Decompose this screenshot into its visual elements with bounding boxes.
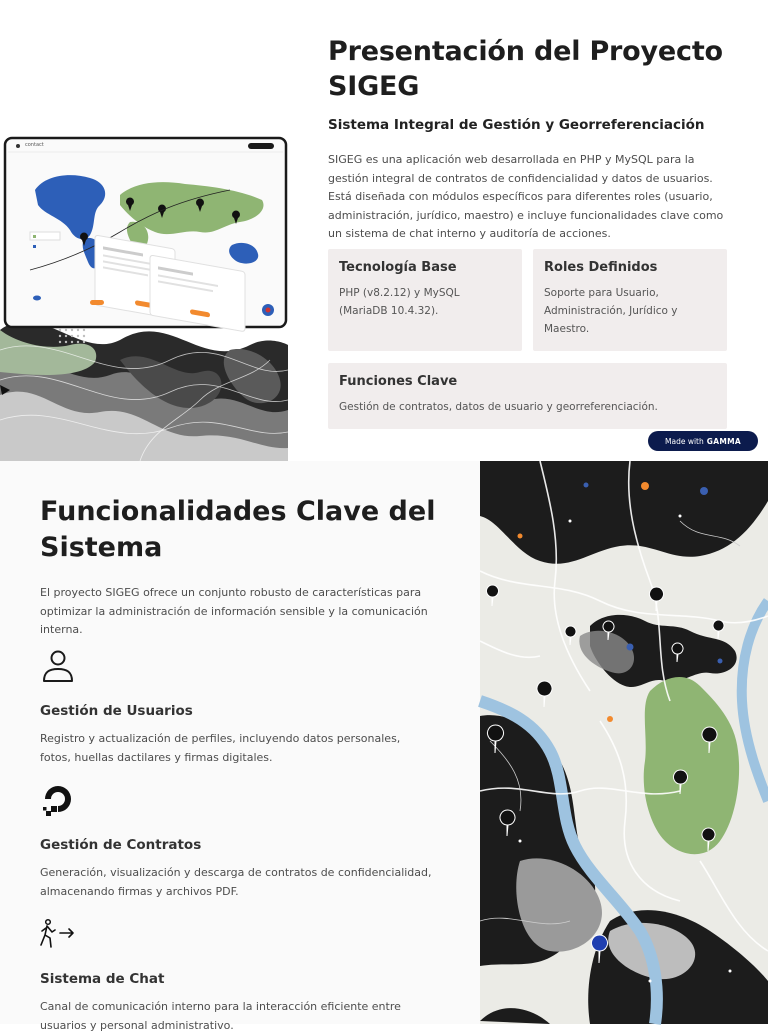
- card-text: PHP (v8.2.12) y MySQL (MariaDB 10.4.32).: [339, 287, 460, 317]
- slide1-text-block: [328, 34, 728, 244]
- card-title: Funciones Clave: [339, 374, 458, 389]
- page-title: Presentación del Proyecto SIGEG: [328, 36, 723, 102]
- map-illustration: [480, 461, 768, 1024]
- made-with-gamma-badge[interactable]: [648, 431, 758, 451]
- card-text: Gestión de contratos, datos de usuario y georreferenciación.: [339, 401, 658, 413]
- section-title: Funcionalidades Clave del Sistema: [40, 496, 436, 563]
- gamma-logo: GAMMA: [706, 436, 741, 446]
- feature-text: Generación, visualización y descarga de contratos de confidencialidad, almacenando firmas y archivos PDF.: [40, 866, 432, 898]
- walking-arrow-icon: [40, 916, 76, 952]
- project-description: SIGEG es una aplicación web desarrollada en PHP y MySQL para la gestión integral de contratos de confidencialidad y datos de usuarios. Está diseñada con módulos específicos para diferentes roles (usuario, administración, jurídico, maestro) e incluye funcionalidades clave como un sistema de chat interno y auditoría de acciones.: [328, 153, 724, 240]
- slide-project-presentation: [0, 0, 768, 461]
- feature-gestion-contratos: [40, 782, 440, 901]
- card-text: Soporte para Usuario, Administración, Jurídico y Maestro.: [544, 287, 678, 335]
- feature-title: Gestión de Usuarios: [40, 703, 193, 719]
- page-subtitle: Sistema Integral de Gestión y Georreferenciación: [328, 117, 705, 133]
- feature-text: Registro y actualización de perfiles, incluyendo datos personales, fotos, huellas dactilares y firmas digitales.: [40, 732, 401, 764]
- digitalocean-icon: [40, 782, 76, 818]
- feature-gestion-usuarios: [40, 648, 440, 767]
- card-tecnologia-base: [328, 249, 522, 351]
- hero-illustration: [0, 0, 288, 461]
- user-icon: [40, 648, 76, 684]
- card-roles-definidos: [533, 249, 727, 351]
- card-funciones-clave: [328, 363, 727, 429]
- feature-sistema-chat: [40, 916, 440, 1035]
- card-title: Roles Definidos: [544, 260, 658, 275]
- mockup-tab-label: contact: [25, 142, 44, 148]
- feature-text: Canal de comunicación interno para la interacción eficiente entre usuarios y personal administrativo.: [40, 1000, 401, 1032]
- slide-key-features: [0, 461, 768, 1032]
- badge-prefix: Made with: [665, 436, 704, 446]
- card-title: Tecnología Base: [339, 260, 457, 275]
- feature-title: Gestión de Contratos: [40, 837, 202, 853]
- feature-title: Sistema de Chat: [40, 971, 165, 987]
- slide2-text-block: [40, 494, 440, 640]
- section-intro: El proyecto SIGEG ofrece un conjunto robusto de características para optimizar la administración de información sensible y la comunicación interna.: [40, 586, 428, 636]
